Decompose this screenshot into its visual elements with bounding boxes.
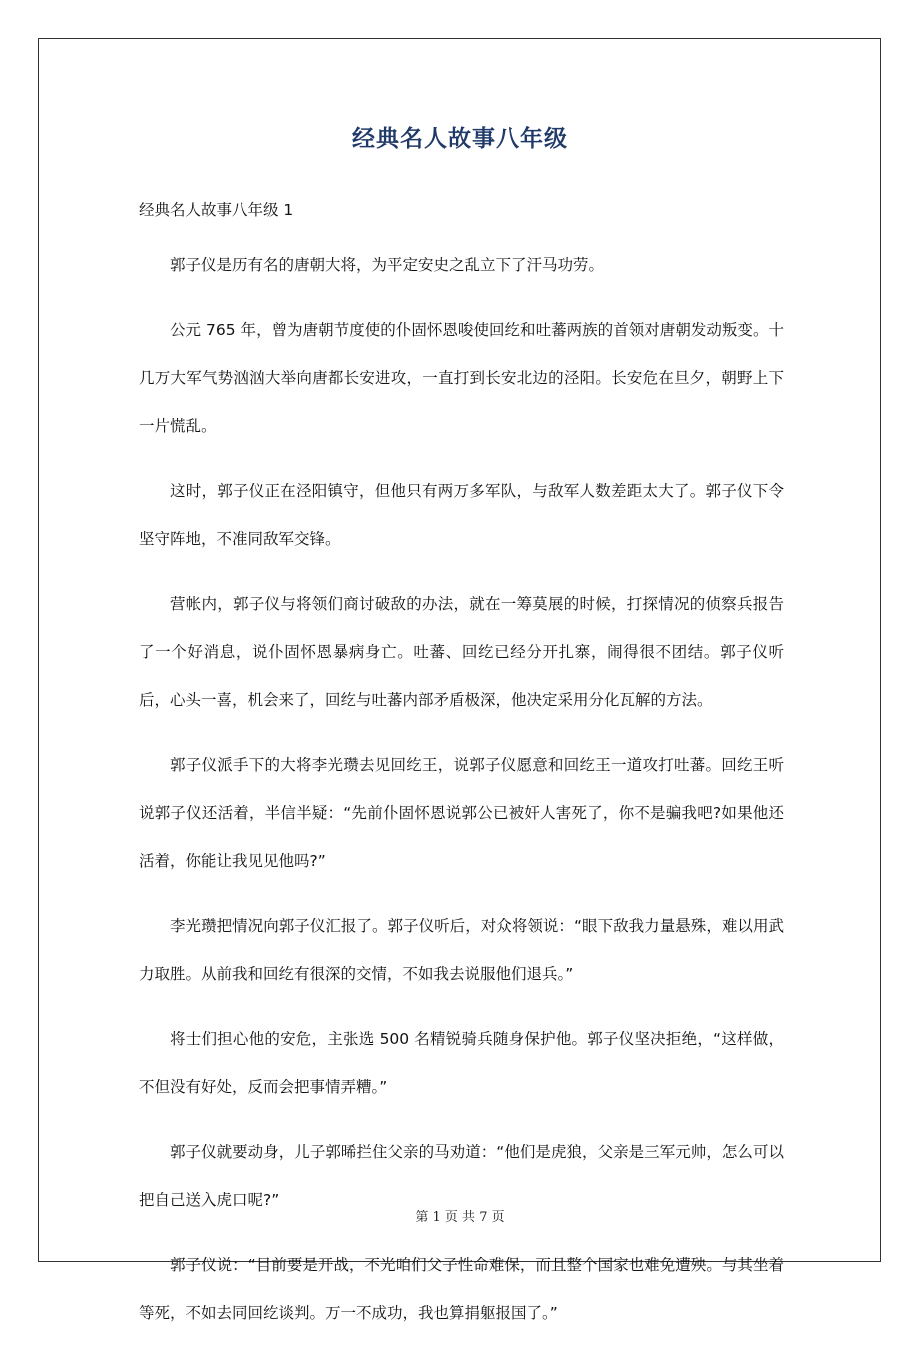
document-title: 经典名人故事八年级 bbox=[352, 126, 568, 152]
document-body bbox=[139, 196, 784, 1354]
paragraph: 营帐内，郭子仪与将领们商讨破敌的办法，就在一筹莫展的时候，打探情况的侦察兵报告了一个好消息，说仆固怀恩暴病身亡。吐蕃、回纥已经分开扎寨，闹得很不团结。郭子仪听后，心头一喜，机会来了，回纥与吐蕃内部矛盾极深，他决定采用分化瓦解的方法。 bbox=[139, 595, 784, 709]
paragraph: 将士们担心他的安危，主张选 500 名精锐骑兵随身保护他。郭子仪坚决拒绝，“这样做，不但没有好处，反而会把事情弄糟。” bbox=[139, 1030, 784, 1096]
paragraph: 郭子仪就要动身，儿子郭晞拦住父亲的马劝道：“他们是虎狼，父亲是三军元帅，怎么可以把自己送入虎口呢?” bbox=[139, 1143, 784, 1209]
section-heading: 经典名人故事八年级 1 bbox=[139, 201, 294, 219]
paragraph: 郭子仪是历有名的唐朝大将，为平定安史之乱立下了汗马功劳。 bbox=[170, 256, 605, 274]
paragraph: 公元 765 年，曾为唐朝节度使的仆固怀恩唆使回纥和吐蕃两族的首领对唐朝发动叛变。十几万大军气势汹汹大举向唐都长安进攻，一直打到长安北边的泾阳。长安危在旦夕，朝野上下一片慌乱。 bbox=[139, 321, 784, 435]
paragraph: 郭子仪说：“目前要是开战，不光咱们父子性命难保，而且整个国家也难免遭殃。与其坐着等死，不如去同回纥谈判。万一不成功，我也算捐躯报国了。” bbox=[139, 1256, 784, 1322]
page-number-footer: 第 1 页 共 7 页 bbox=[415, 1210, 505, 1225]
paragraph: 李光瓒把情况向郭子仪汇报了。郭子仪听后，对众将领说：“眼下敌我力量悬殊，难以用武力取胜。从前我和回纥有很深的交情，不如我去说服他们退兵。” bbox=[139, 917, 784, 983]
paragraph: 这时，郭子仪正在泾阳镇守，但他只有两万多军队，与敌军人数差距太大了。郭子仪下令坚守阵地，不准同敌军交锋。 bbox=[139, 482, 784, 548]
paragraph: 郭子仪派手下的大将李光瓒去见回纥王，说郭子仪愿意和回纥王一道攻打吐蕃。回纥王听说郭子仪还活着，半信半疑：“先前仆固怀恩说郭公已被奸人害死了，你不是骗我吧?如果他还活着，你能让我见见他吗?” bbox=[139, 756, 784, 870]
